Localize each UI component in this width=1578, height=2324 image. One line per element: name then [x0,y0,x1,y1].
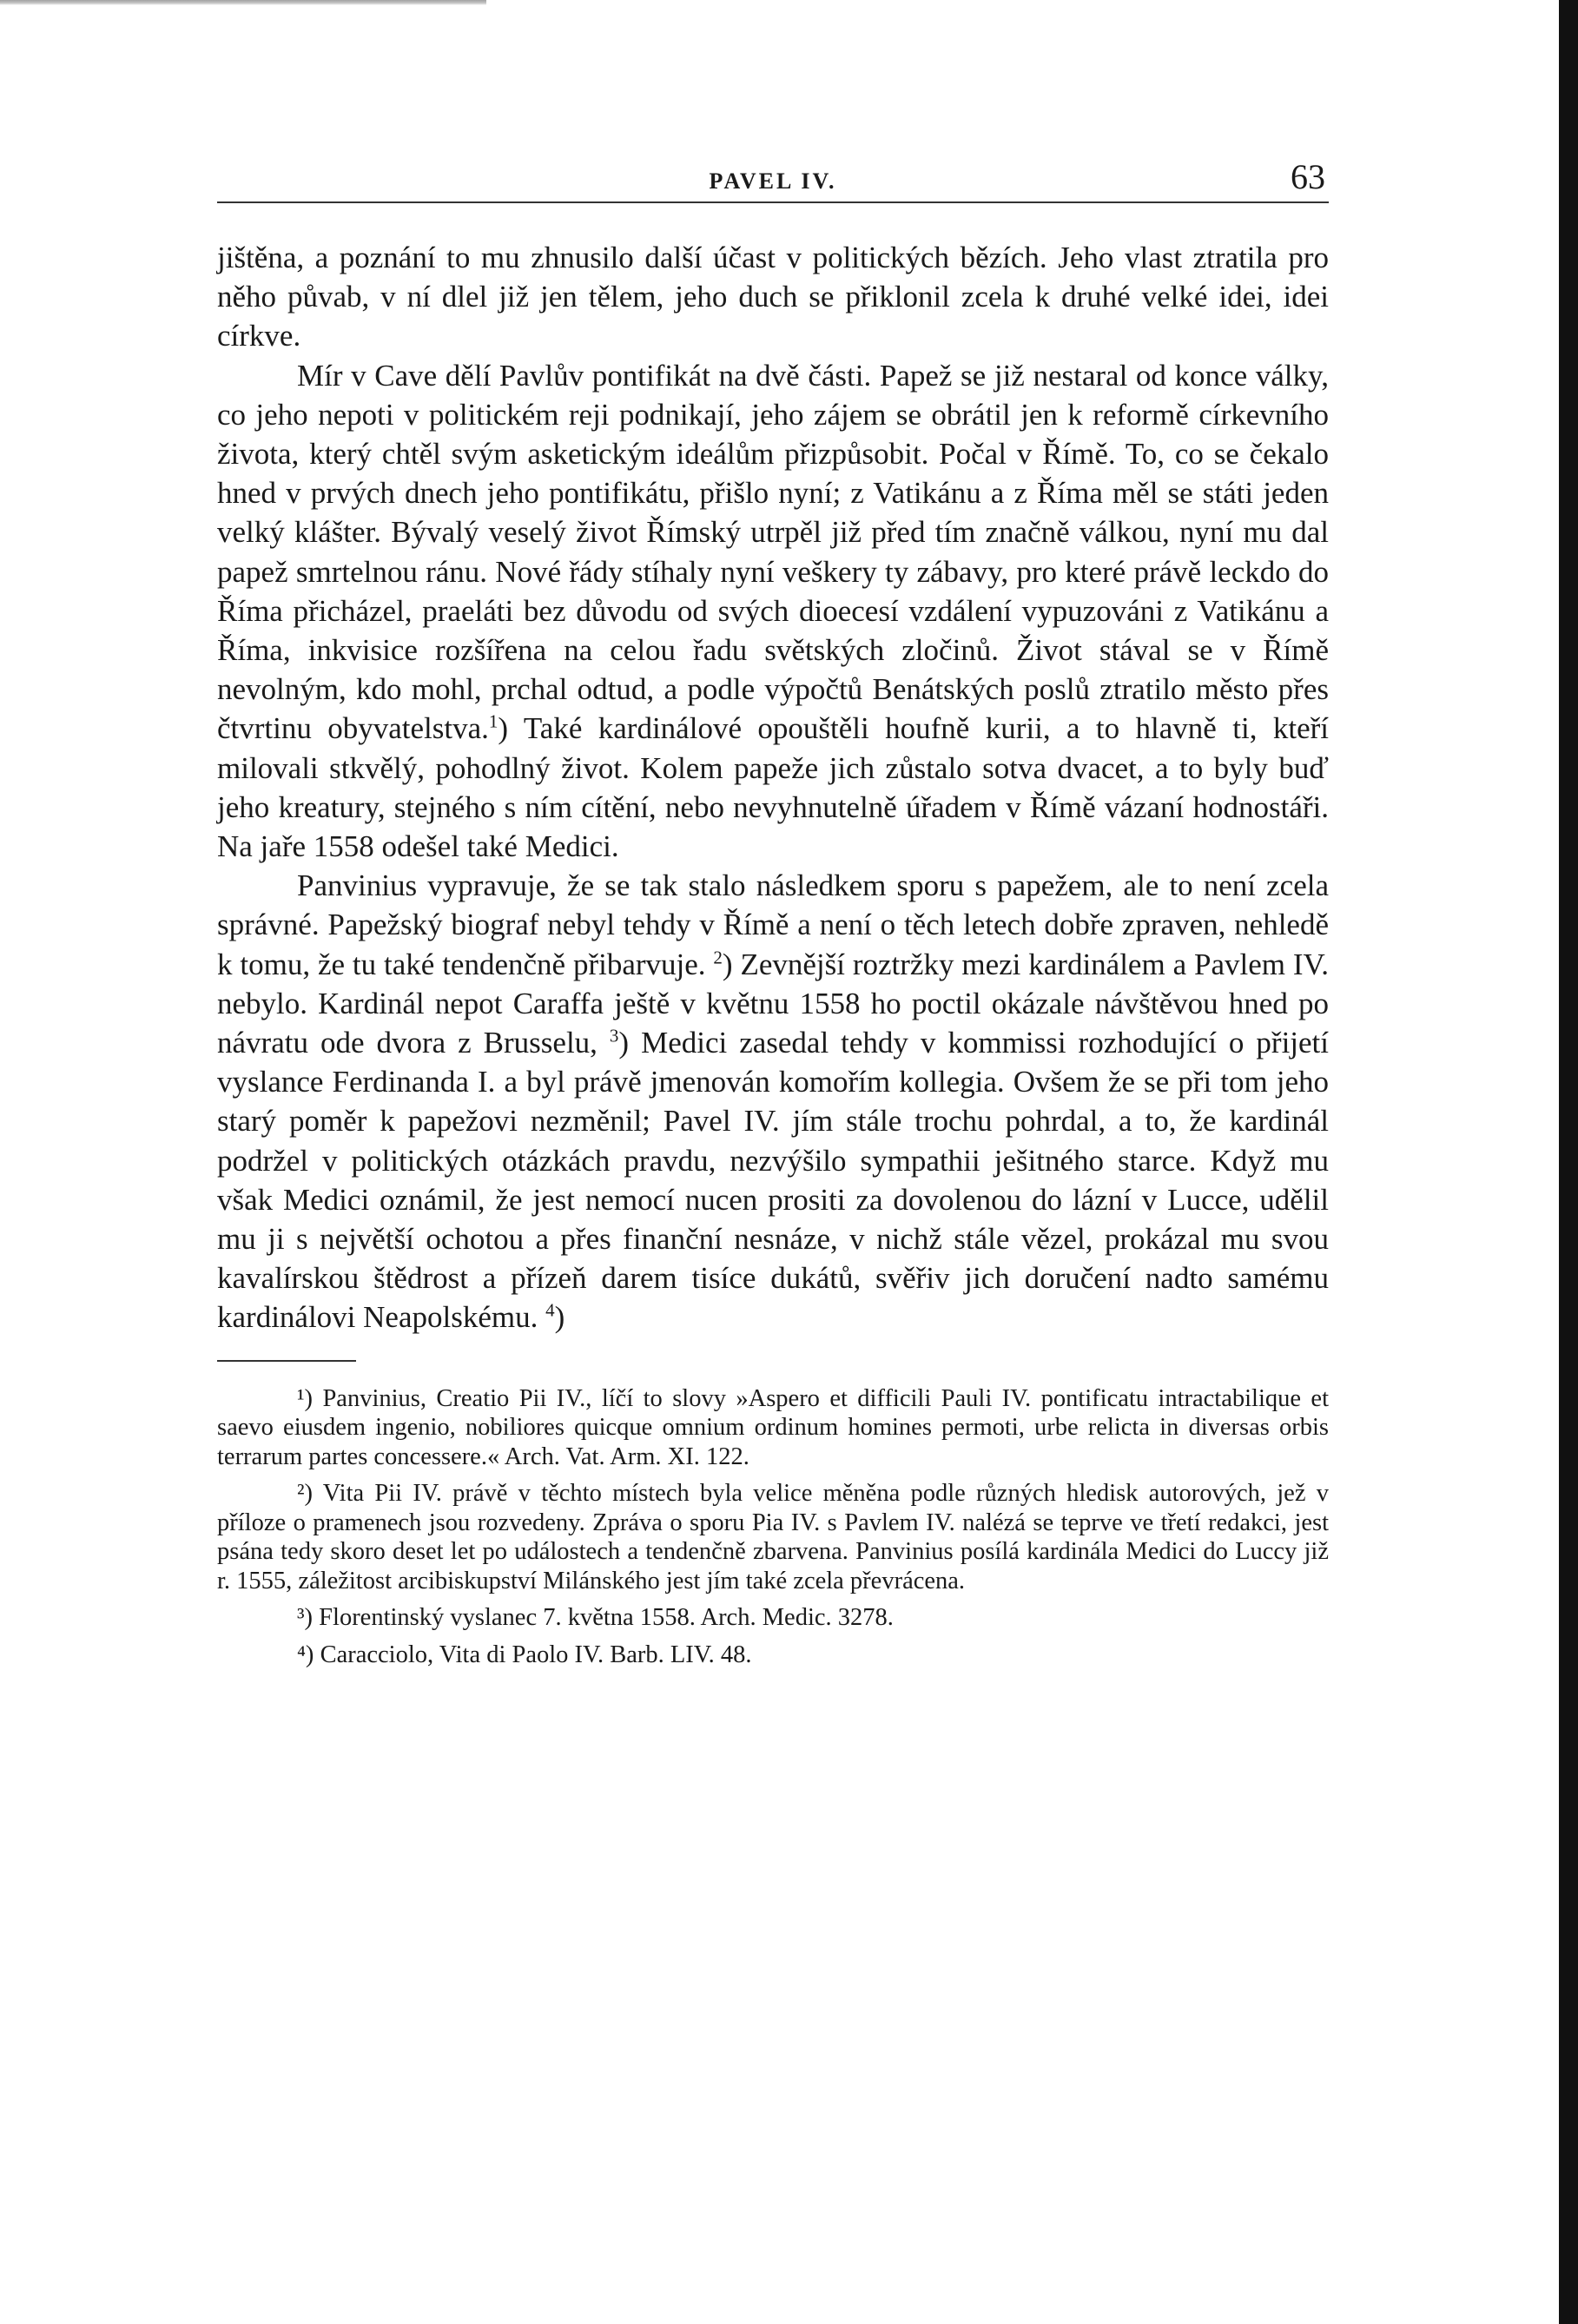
footnote-text: Panvinius, Creatio Pii IV., líčí to slovy »Aspero et difficili Pauli IV. pontificatu intractabilique et saevo eiusdem ingenio, nobiliores quicque omnium ordinum homines permoti, urbe relicta in diversas orbis terrarum partes concessere.« Arch. Vat. Arm. XI. 122. [217,1384,1330,1470]
running-head: PAVEL IV. [709,168,837,194]
footnote-mark: ²) [297,1480,314,1508]
footnote-ref-3: 3 [609,1025,619,1046]
footnote-ref-1: 1 [488,710,498,732]
paragraph-2: Mír v Cave dělí Pavlův pontifikát na dvě části. Papež se již nestaral od konce války, co jeho nepoti v politickém reji podnikají, jeho zájem se obrátil jen k reformě církevního života, který chtěl svým asketickým ideálům přizpůsobit. Počal v Římě. To, co se čekalo hned v prvých dnech jeho pontifikátu, přišlo nyní; z Vatikánu a z Říma měl se státi jeden velký klášter. Bývalý veselý život Římský utrpěl již před tím značně válkou, nyní mu dal papež smrtelnou ránu. Nové řády stíhaly nyní veškery ty zábavy, pro které právě leckdo do Říma přicházel, praeláti bez důvodu od svých dioecesí vzdálení vypuzováni z Vatikánu a Říma, inkvisice rozšířena na celou řadu světských zločinů. Život stával se v Římě nevolným, kdo mohl, prchal odtud, a podle výpočtů Benátských poslů ztratilo město přes čtvrtinu obyvatelstva.$^1$) Také kardinálové opouštěli houfně kurii, a to hlavně ti, kteří milovali stkvělý, pohodlný život. Kolem papeže jich zůstalo sotva dvacet, a to byly buď jeho kreatury, stejného s ním cítění, nebo nevyhnutelně úřadem v Římě vázaní hodnostáři. Na jaře 1558 odešel také Medici. [217,358,1329,864]
footnote-mark: ¹) [297,1384,314,1412]
paragraph-1: jištěna, a poznání to mu zhnusilo další účast v politických bězích. Jeho vlast ztratila pro něho půvab, v ní dlel již jen tělem, jeho duch se přiklonil zcela k druhé velké idei, idei církve. [217,241,1329,353]
scan-edge-right [1559,0,1578,2324]
page-number: 63 [1291,157,1325,196]
main-text [217,238,1329,1337]
footnotes [217,1384,1329,1670]
book-page [217,156,1329,1677]
page-header [217,156,1329,203]
footnote-ref-4: 4 [545,1299,555,1321]
paragraph-3-text-b: Zevnější roztržky mezi kardinálem a Pavlem IV. nebylo. Kardinál nepot Caraffa ještě v květnu 1558 ho poctil okázale návštěvou hned po návratu ode dvora z Brusselu, [217,947,1330,1060]
footnote-1 [217,1384,1329,1472]
footnote-separator [217,1360,356,1362]
footnote-4 [217,1641,1329,1670]
paragraph-2-text-a: Mír v Cave dělí Pavlův pontifikát na dvě části. Papež se již nestaral od konce války, co jeho nepoti v politickém reji podnikají, jeho zájem se obrátil jen k reformě církevního života, který chtěl svým asketickým ideálům přizpůsobit. Počal v Římě. To, co se čekalo hned v prvých dnech jeho pontifikátu, přišlo nyní; z Vatikánu a z Říma měl se státi jeden velký klášter. Bývalý veselý život Římský utrpěl již před tím značně válkou, nyní mu dal papež smrtelnou ránu. Nové řády stíhaly nyní veškery ty zábavy, pro které právě leckdo do Říma přicházel, praeláti bez důvodu od svých dioecesí vzdálení vypuzováni z Vatikánu a Říma, inkvisice rozšířena na celou řadu světských zločinů. Život stával se v Římě nevolným, kdo mohl, prchal odtud, a podle výpočtů Benátských poslů ztratilo město přes čtvrtinu obyvatelstva. [217,358,1329,746]
footnote-text: Florentinský vyslanec 7. května 1558. Arch. Medic. 3278. [319,1604,894,1632]
footnote-mark: ³) [297,1604,314,1632]
footnote-mark: ⁴) [297,1641,314,1668]
footnote-3 [217,1603,1329,1633]
paragraph-3: Panvinius vypravuje, že se tak stalo následkem sporu s papežem, ale to není zcela správné. Papežský biograf nebyl tehdy v Římě a není o těch letech dobře zpraven, nehledě k tomu, že tu také tendenčně přibarvuje. $^2$) Zevnější roztržky mezi kardinálem a Pavlem IV. nebylo. Kardinál nepot Caraffa ještě v květnu 1558 ho poctil okázale návštěvou hned po návratu ode dvora z Brusselu, $^3$) Medici zasedal tehdy v kommissi rozhodující o přijetí vyslance Ferdinanda I. a byl právě jmenován komořím kollegia. Ovšem že se při tom jeho starý poměr k papežovi nezměnil; Pavel IV. jím stále trochu pohrdal, a to, že kardinál podržel v politických otázkách pravdu, nezvýšilo sympathii ješitného starce. Když mu však Medici oznámil, že jest nemocí nucen prositi za dovolenou do lázní v Lucce, udělil mu ji s největší ochotou a přes finanční nesnáze, v nichž stále vězel, prokázal mu svou kavalírskou štědrost a přízeň darem tisíce dukátů, svěřiv jich doručení nadto samému kardinálovi Neapolskému. $^4$) [217,868,1330,1335]
footnote-text: Caracciolo, Vita di Paolo IV. Barb. LIV. 48. [320,1641,752,1668]
footnote-2 [217,1479,1329,1595]
scan-edge-top [0,0,486,5]
paragraph-3-text-a: Panvinius vypravuje, že se tak stalo následkem sporu s papežem, ale to není zcela správné. Papežský biograf nebyl tehdy v Římě a není o těch letech dobře zpraven, nehledě k tomu, že tu také tendenčně přibarvuje. [217,868,1329,981]
paragraph-2-text-b: Také kardinálové opouštěli houfně kurii, a to hlavně ti, kteří milovali stkvělý, pohodlný život. Kolem papeže jich zůstalo sotva dvacet, a to byly buď jeho kreatury, stejného s ním cítění, nebo nevyhnutelně úřadem v Římě vázaní hodnostáři. Na jaře 1558 odešel také Medici. [217,711,1329,864]
paragraph-3-text-c: Medici zasedal tehdy v kommissi rozhodující o přijetí vyslance Ferdinanda I. a byl právě jmenován komořím kollegia. Ovšem že se při tom jeho starý poměr k papežovi nezměnil; Pavel IV. jím stále trochu pohrdal, a to, že kardinál podržel v politických otázkách pravdu, nezvýšilo sympathii ješitného starce. Když mu však Medici oznámil, že jest nemocí nucen prositi za dovolenou do lázní v Lucce, udělil mu ji s největší ochotou a přes finanční nesnáze, v nichž stále vězel, prokázal mu svou kavalírskou štědrost a přízeň darem tisíce dukátů, svěřiv jich doručení nadto samému kardinálovi Neapolskému. [217,1026,1330,1335]
footnote-text: Vita Pii IV. právě v těchto místech byla velice měněna podle různých hledisk autorových, jež v příloze o pramenech jsou rozvedeny. Zpráva o sporu Pia IV. s Pavlem IV. nalézá se teprve ve třetí redakci, jest psána tedy skoro deset let po událostech a tendenčně zbarvena. Panvinius posílá kardinála Medici do Luccy již r. 1555, záležitost arcibiskupství Milánského jest jím také zcela převrácena. [217,1480,1329,1594]
footnote-ref-2: 2 [713,947,723,967]
